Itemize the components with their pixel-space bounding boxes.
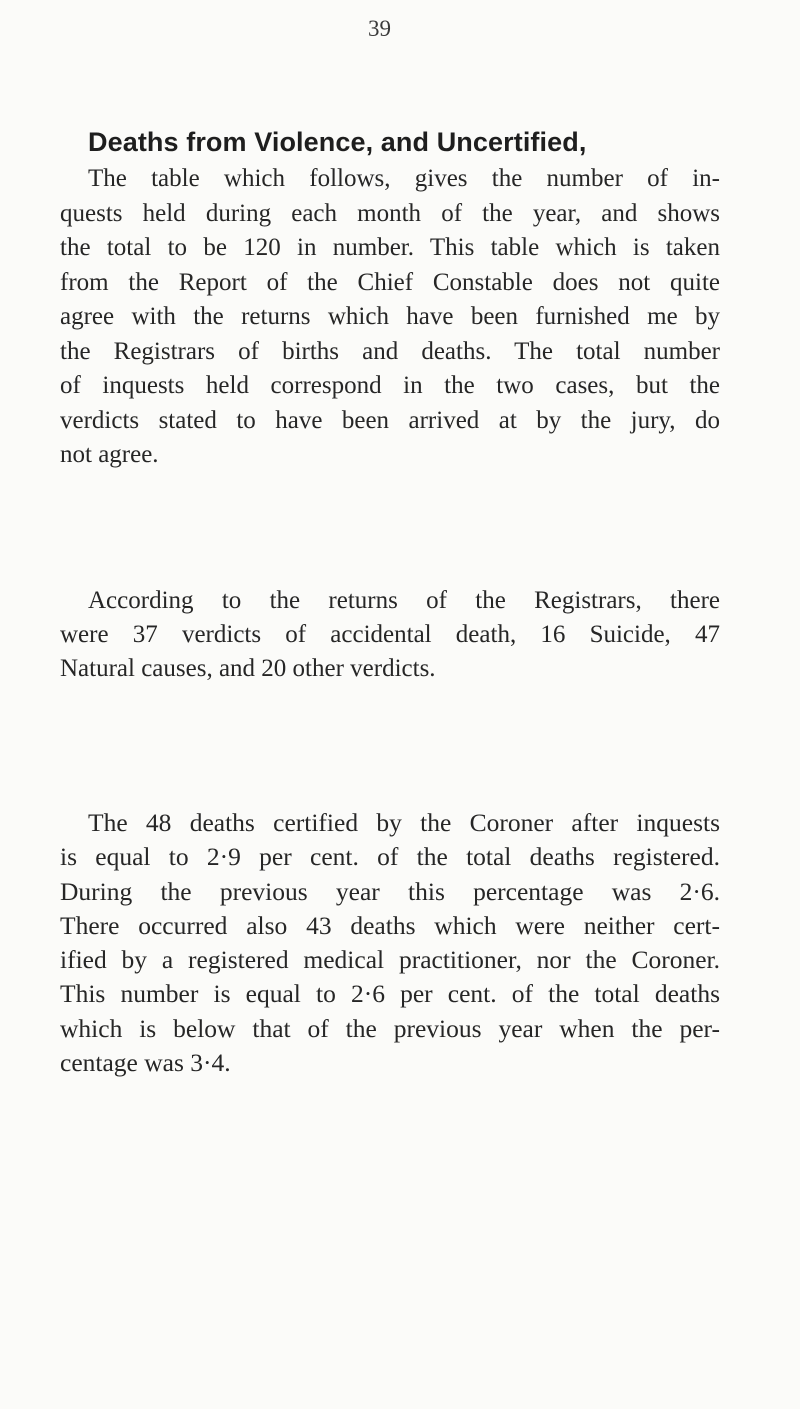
paragraph-inquests (60, 162, 720, 473)
paragraph-verdicts (60, 584, 720, 686)
text-line: the total to be 120 in number. This table which is taken (60, 234, 720, 261)
text-line: During the previous year this percentage was 2·6. (60, 876, 720, 906)
text-line: the Registrars of births and deaths. The total number (60, 337, 720, 365)
text-line: verdicts stated to have been arrived at by the jury, do (60, 406, 720, 434)
text-line: quests held during each month of the year, and shows (60, 199, 720, 227)
text-line: were 37 verdicts of accidental death, 16 Suicide, 47 (60, 621, 720, 648)
text-line: of inquests held correspond in the two cases, but the (60, 372, 720, 399)
text-line: The 48 deaths certified by the Coroner after inquests (88, 808, 720, 837)
text-line: is equal to 2·9 per cent. of the total deaths registered. (60, 842, 720, 872)
text-line: Natural causes, and 20 other verdicts. (60, 655, 436, 682)
text-line: agree with the returns which have been furnished me by (60, 303, 720, 330)
text-line: According to the returns of the Registrars, there (88, 587, 720, 614)
text-line: ified by a registered medical practitioner, nor the Coroner. (60, 945, 720, 975)
text-line: This number is equal to 2·6 per cent. of the total deaths (60, 979, 720, 1009)
text-line: The table which follows, gives the number of in- (88, 165, 720, 192)
section-heading: Deaths from Violence, and Uncertified, (88, 127, 587, 157)
text-line: which is below that of the previous year when the per- (60, 1013, 720, 1043)
paragraph-certified-deaths (60, 806, 720, 1080)
text-line: centage was 3·4. (60, 1048, 231, 1078)
text-line: There occurred also 43 deaths which were neither cert- (60, 910, 720, 940)
text-line: from the Report of the Chief Constable does not quite (60, 268, 720, 296)
page-number: 39 (368, 16, 391, 41)
text-line: not agree. (60, 441, 159, 468)
